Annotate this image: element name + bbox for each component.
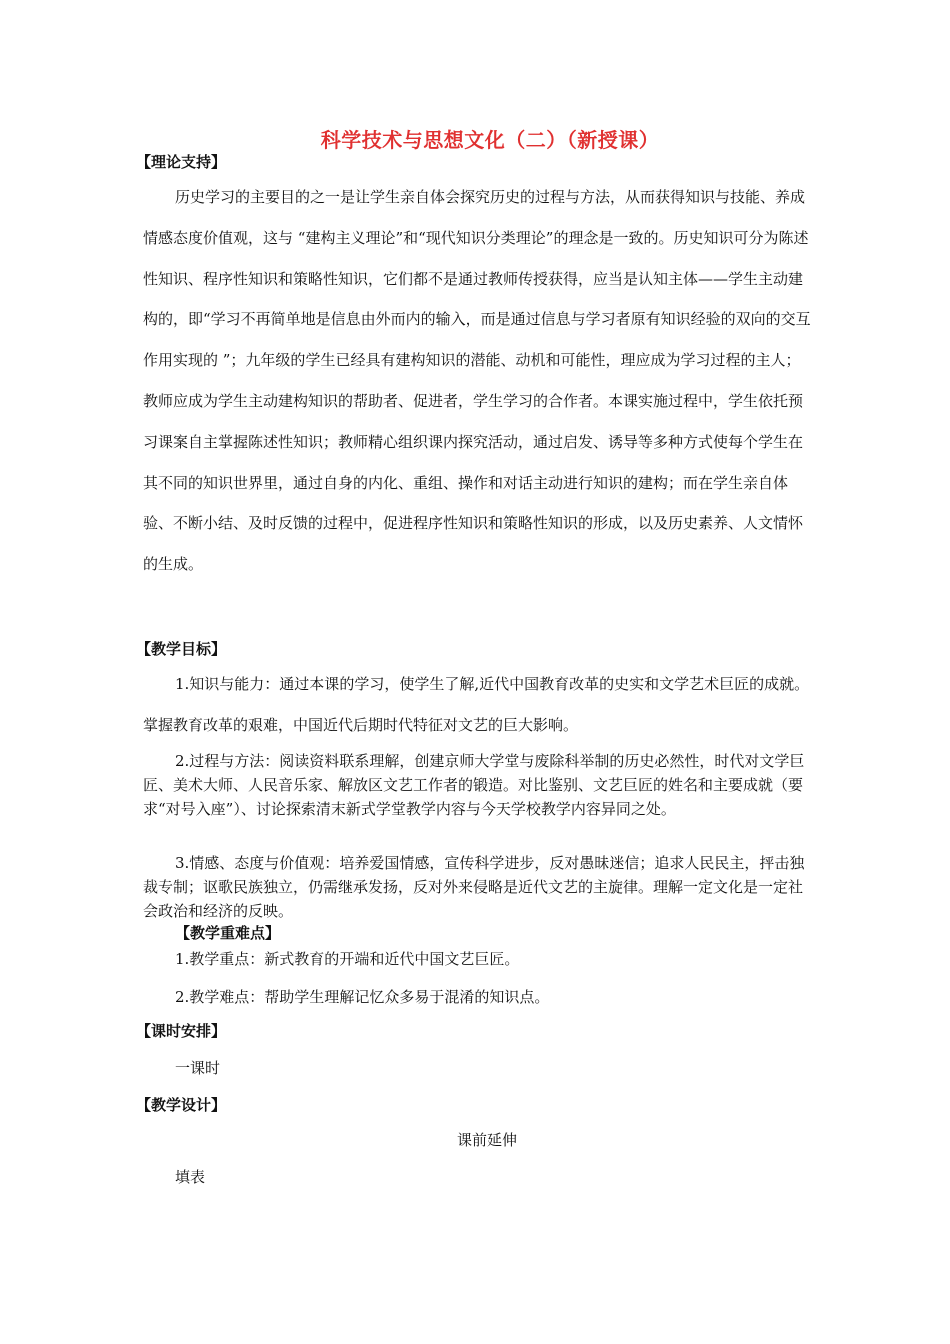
goal-emotion-values: 3.情感、态度与价值观：培养爱国情感，宣传科学进步，反对愚昧迷信；追求人民民主，抨击独裁专制；讴歌民族独立，仍需继承发扬，反对外来侵略是近代文艺的主旋律。理解一定文化是一定社会政治和经济的反映。 bbox=[143, 854, 805, 920]
key-point-focus: 1.教学重点：新式教育的开端和近代中国文艺巨匠。 bbox=[175, 950, 520, 968]
section-heading-key-points: 【教学重难点】 bbox=[175, 924, 281, 942]
goal-knowledge-ability: 1.知识与能力：通过本课的学习，使学生了解,近代中国教育改革的史实和文学艺术巨匠的成就。掌握教育改革的艰难，中国近代后期时代特征对文艺的巨大影响。 bbox=[143, 675, 810, 734]
section-heading-design: 【教学设计】 bbox=[136, 1096, 227, 1114]
section-heading-theory: 【理论支持】 bbox=[136, 153, 227, 171]
document-title: 科学技术与思想文化（二）（新授课） bbox=[320, 128, 660, 152]
design-item-fill-table: 填表 bbox=[175, 1168, 206, 1186]
section-heading-schedule: 【课时安排】 bbox=[136, 1022, 227, 1040]
section-heading-goals: 【教学目标】 bbox=[136, 640, 227, 658]
schedule-text: 一课时 bbox=[175, 1059, 221, 1077]
key-point-difficulty: 2.教学难点：帮助学生理解记忆众多易于混淆的知识点。 bbox=[175, 988, 550, 1006]
theory-paragraph: 历史学习的主要目的之一是让学生亲自体会探究历史的过程与方法，从而获得知识与技能、养成情感态度价值观，这与 “建构主义理论”和“现代知识分类理论”的理念是一致的。历史知识可分为陈述性知识、程序性知识和策略性知识，它们都不是通过教师传授获得，应当是认知主体——学生主动建构的，即“学习不再简单地是信息由外而内的输入，而是通过信息与学习者原有知识经验的双向的交互作用实现的 ”；九年级的学生已经具有建构知识的潜能、动机和可能性，理应成为学习过程的主人；教师应成为学生主动建构知识的帮助者、促进者，学生学习的合作者。本课实施过程中，学生依托预习课案自主掌握陈述性知识；教师精心组织课内探究活动，通过启发、诱导等多种方式使每个学生在其不同的知识世界里，通过自身的内化、重组、操作和对话主动进行知识的建构；而在学生亲自体验、不断小结、及时反馈的过程中，促进程序性知识和策略性知识的形成，以及历史素养、人文情怀的生成。 bbox=[143, 188, 811, 574]
design-subtitle: 课前延伸 bbox=[457, 1131, 518, 1149]
goal-process-method: 2.过程与方法：阅读资料联系理解，创建京师大学堂与废除科举制的历史必然性，时代对文学巨匠、美术大师、人民音乐家、解放区文艺工作者的锻造。对比鉴别、文艺巨匠的姓名和主要成就（要求“对号入座”）、讨论探索清末新式学堂教学内容与今天学校教学内容异同之处。 bbox=[143, 752, 805, 818]
